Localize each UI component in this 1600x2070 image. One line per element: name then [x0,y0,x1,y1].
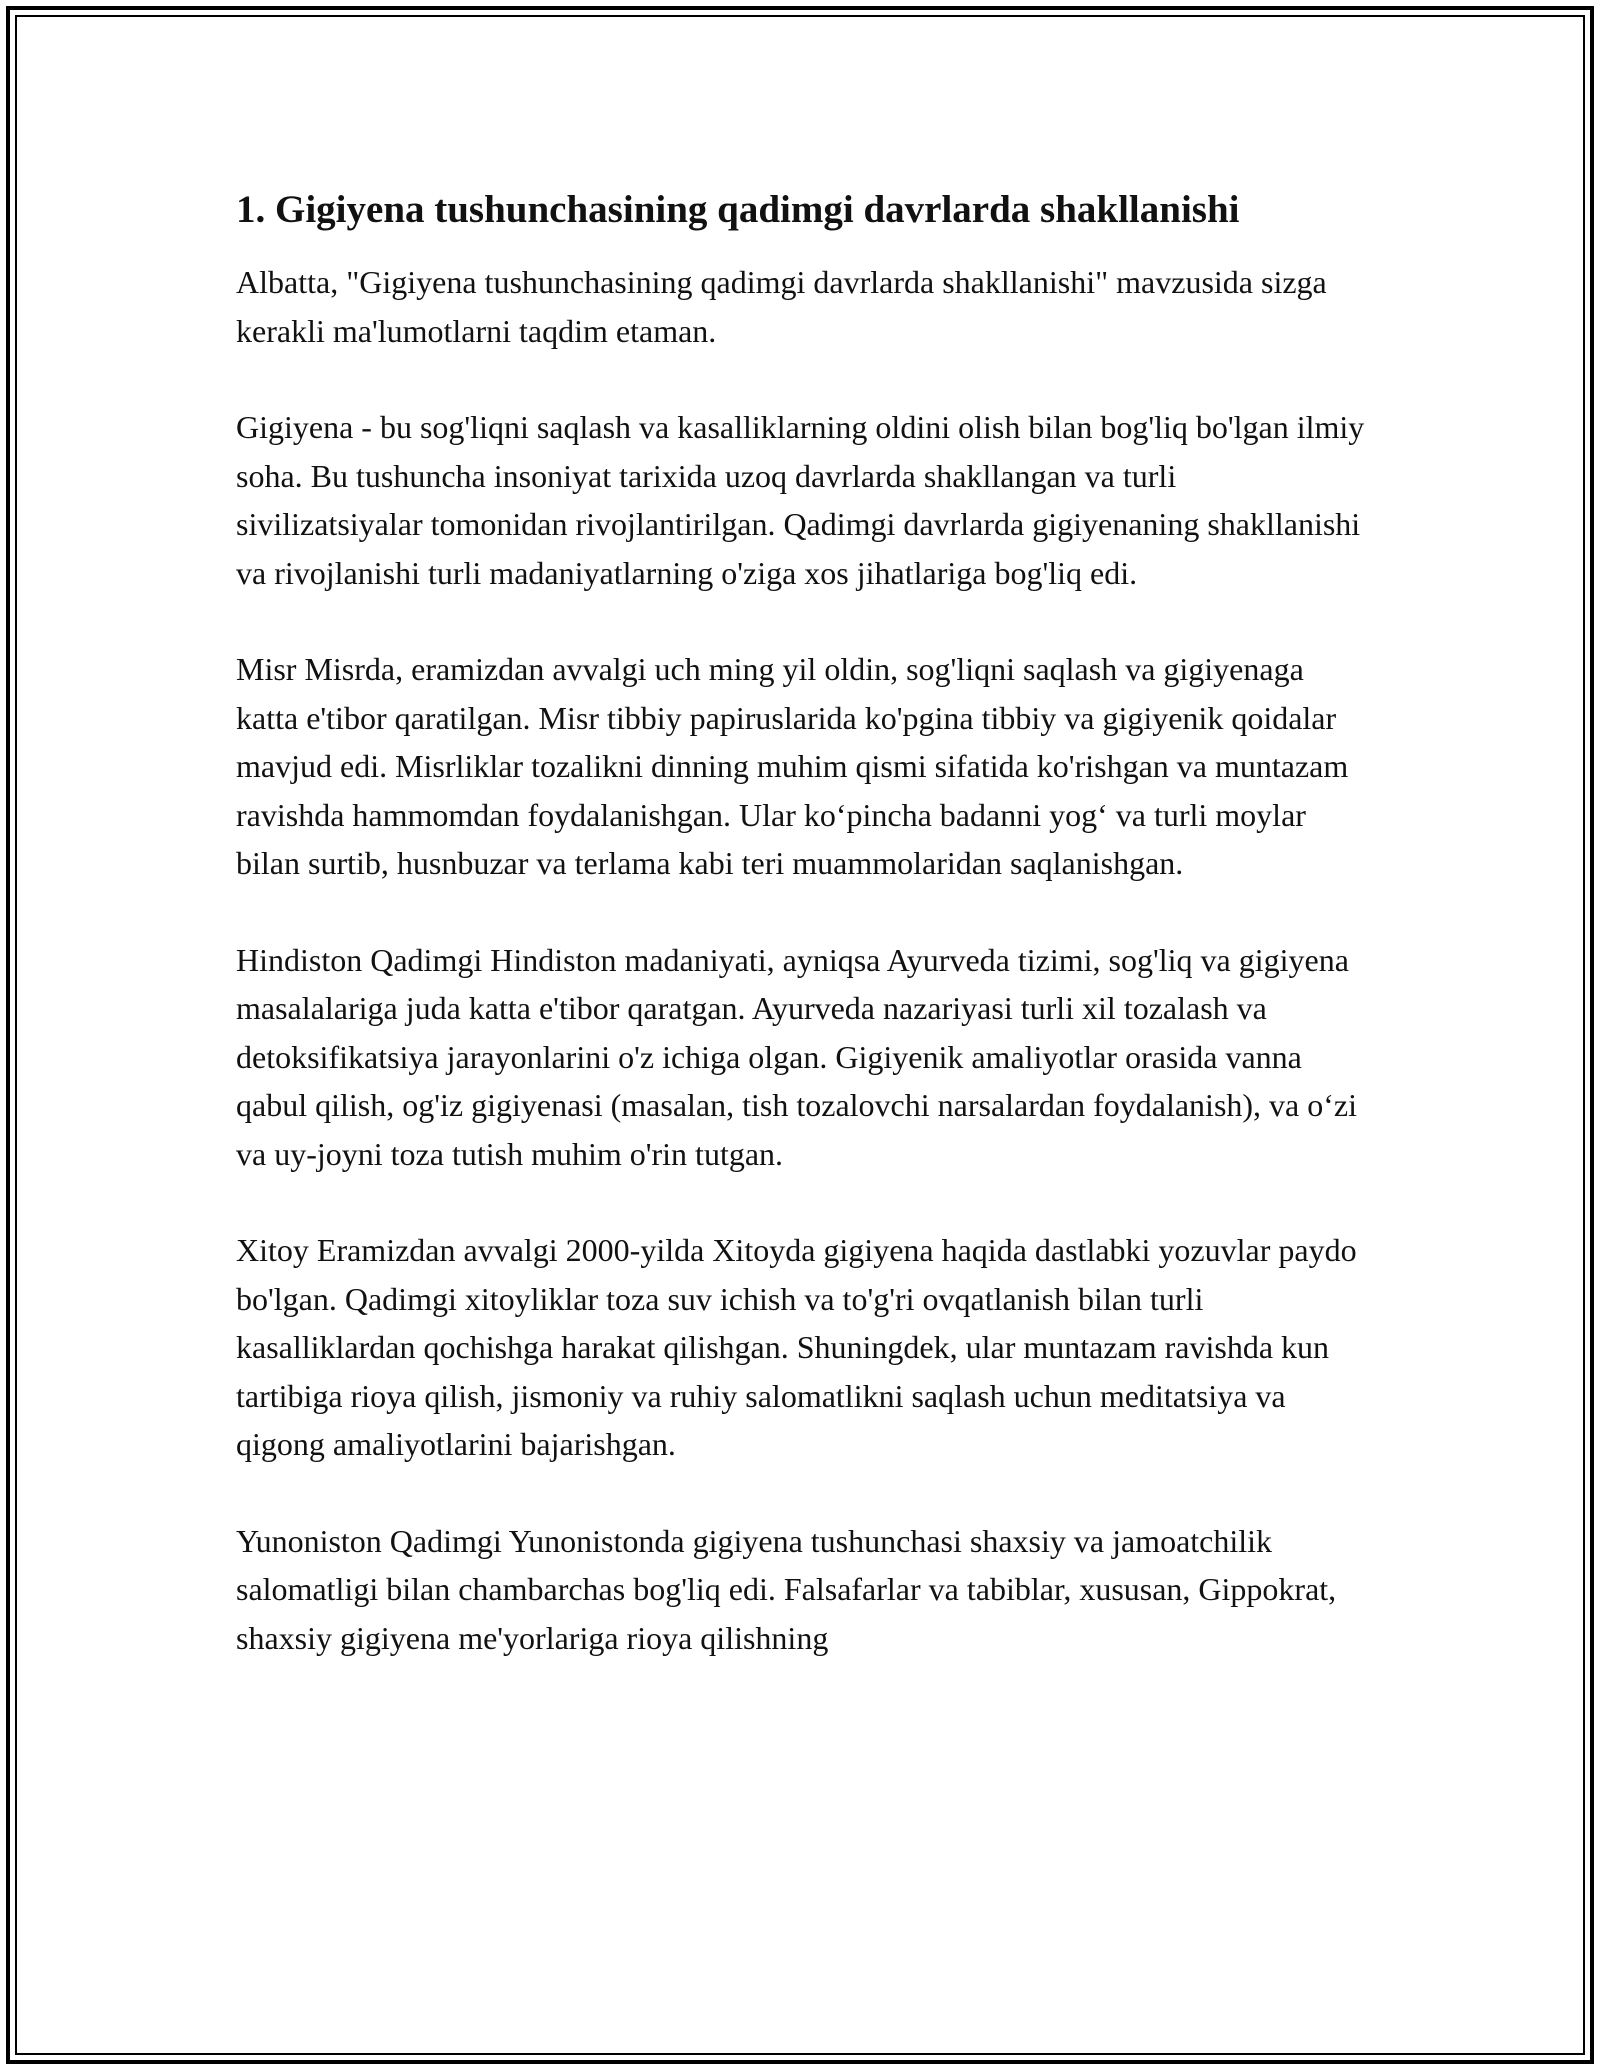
paragraph-india: Hindiston Qadimgi Hindiston madaniyati, ayniqsa Ayurveda tizimi, sog'liq va gigiyena masalalariga juda katta e'tibor qaratgan. Ayurveda nazariyasi turli xil tozalash va detoksifikatsiya jarayonlarini o'z ichiga olgan. Gigiyenik amaliyotlar orasida vanna qabul qilish, og'iz gigiyenasi (masalan, tish tozalovchi narsalardan foydalanish), va o‘zi va uy-joyni toza tutish muhim o'rin tutgan. [236,941,1357,1172]
paragraph-definition: Gigiyena - bu sog'liqni saqlash va kasalliklarning oldini olish bilan bog'liq bo'lgan ilmiy soha. Bu tushuncha insoniyat tarixida uzoq davrlarda shakllangan va turli sivilizatsiyalar tomonidan rivojlantirilgan. Qadimgi davrlarda gigiyenaning shakllanishi va rivojlanishi turli madaniyatlarning o'ziga xos jihatlariga bog'liq edi. [236,409,1365,591]
paragraph-egypt: Misr Misrda, eramizdan avvalgi uch ming yil oldin, sog'liqni saqlash va gigiyenaga katta e'tibor qaratilgan. Misr tibbiy papiruslarida ko'pgina tibbiy va gigiyenik qoidalar mavjud edi. Misrliklar tozalikni dinning muhim qismi sifatida ko'rishgan va muntazam ravishda hammomdan foydalanishgan. Ular ko‘pincha badanni yog‘ va turli moylar bilan surtib, husnbuzar va terlama kabi teri muammolaridan saqlanishgan. [236,651,1349,881]
paragraph-intro: Albatta, "Gigiyena tushunchasining qadimgi davrlarda shakllanishi" mavzusida sizga kerakli ma'lumotlarni taqdim etaman. [236,264,1327,349]
document-body [236,186,1366,1710]
paragraph-greece: Yunoniston Qadimgi Yunonistonda gigiyena tushunchasi shaxsiy va jamoatchilik salomatligi bilan chambarchas bog'liq edi. Falsafarlar va tabiblar, xususan, Gippokrat, shaxsiy gigiyena me'yorlariga rioya qilishning [236,1522,1337,1656]
paragraph-china: Xitoy Eramizdan avvalgi 2000-yilda Xitoyda gigiyena haqida dastlabki yozuvlar paydo bo'lgan. Qadimgi xitoyliklar toza suv ichish va to'g'ri ovqatlanish bilan turli kasalliklardan qochishga harakat qilishgan. Shuningdek, ular muntazam ravishda kun tartibiga rioya qilish, jismoniy va ruhiy salomatlikni saqlash uchun meditatsiya va qigong amaliyotlarini bajarishgan. [236,1232,1357,1462]
document-title: 1. Gigiyena tushunchasining qadimgi davrlarda shakllanishi [236,188,1240,231]
